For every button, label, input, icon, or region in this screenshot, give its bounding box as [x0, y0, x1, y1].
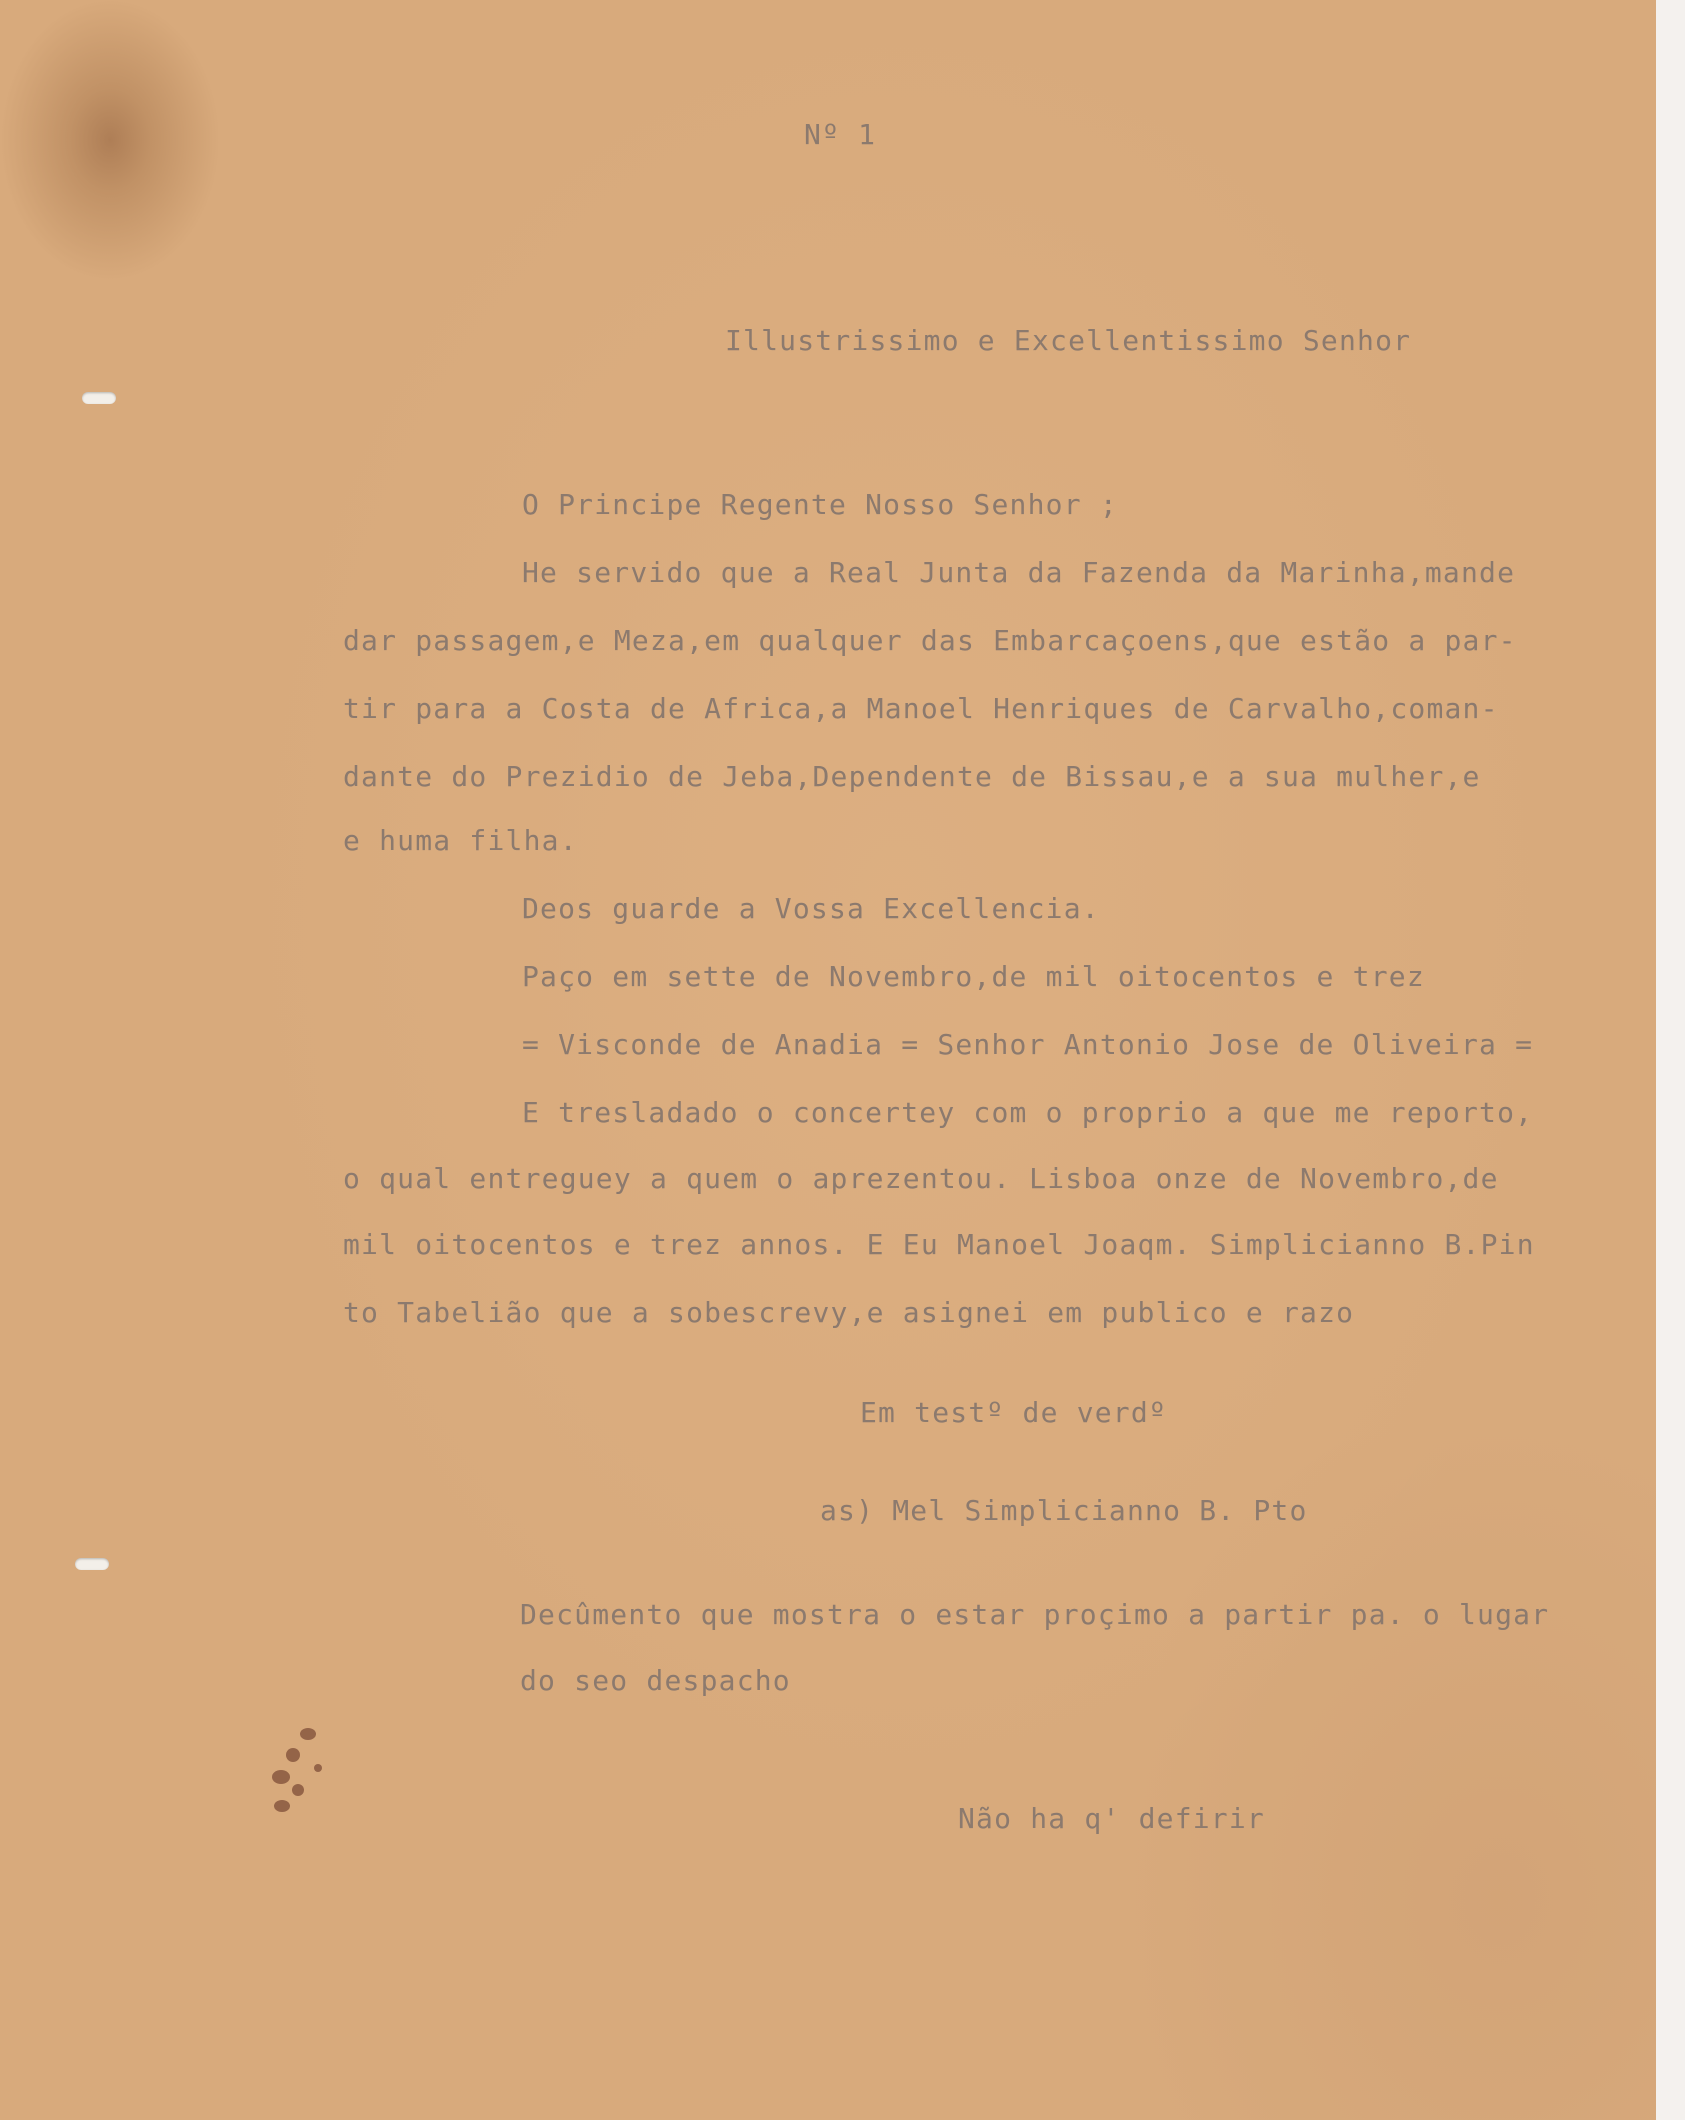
body-line-10: E tresladado o concertey com o proprio a que me reporto,: [522, 1096, 1534, 1129]
body-line-2: He servido que a Real Junta da Fazenda da Marinha,mande: [522, 556, 1516, 589]
ink-stain: [262, 1720, 352, 1830]
body-line-7: Deos guarde a Vossa Excellencia.: [522, 892, 1100, 925]
punch-hole-top: [82, 392, 116, 404]
attestation: Em testº de verdº: [860, 1396, 1167, 1429]
note-line-1: Decûmento que mostra o estar proçimo a partir pa. o lugar: [520, 1598, 1550, 1631]
body-line-1: O Principe Regente Nosso Senhor ;: [522, 488, 1118, 521]
body-line-13: to Tabelião que a sobescrevy,e asignei em publico e razo: [343, 1296, 1355, 1329]
punch-hole-bottom: [75, 1558, 109, 1570]
closing-note: Não ha q' defirir: [958, 1802, 1265, 1835]
body-line-12: mil oitocentos e trez annos. E Eu Manoel Joaqm. Simplicianno B.Pin: [343, 1228, 1535, 1261]
body-line-9: = Visconde de Anadia = Senhor Antonio Jose de Oliveira =: [522, 1028, 1534, 1061]
body-line-5: dante do Prezidio de Jeba,Dependente de Bissau,e a sua mulher,e: [343, 760, 1481, 793]
body-line-11: o qual entreguey a quem o aprezentou. Lisboa onze de Novembro,de: [343, 1162, 1499, 1195]
note-line-2: do seo despacho: [520, 1664, 791, 1697]
body-line-6: e huma filha.: [343, 824, 578, 857]
body-line-8: Paço em sette de Novembro,de mil oitocentos e trez: [522, 960, 1425, 993]
body-line-4: tir para a Costa de Africa,a Manoel Henriques de Carvalho,coman-: [343, 692, 1499, 725]
body-line-3: dar passagem,e Meza,em qualquer das Embarcaçoens,que estão a par-: [343, 624, 1517, 657]
salutation: Illustrissimo e Excellentissimo Senhor: [725, 324, 1412, 357]
signature: as) Mel Simplicianno B. Pto: [820, 1494, 1308, 1527]
document-number: Nº 1: [804, 118, 877, 151]
scan-background: [1656, 0, 1685, 2120]
